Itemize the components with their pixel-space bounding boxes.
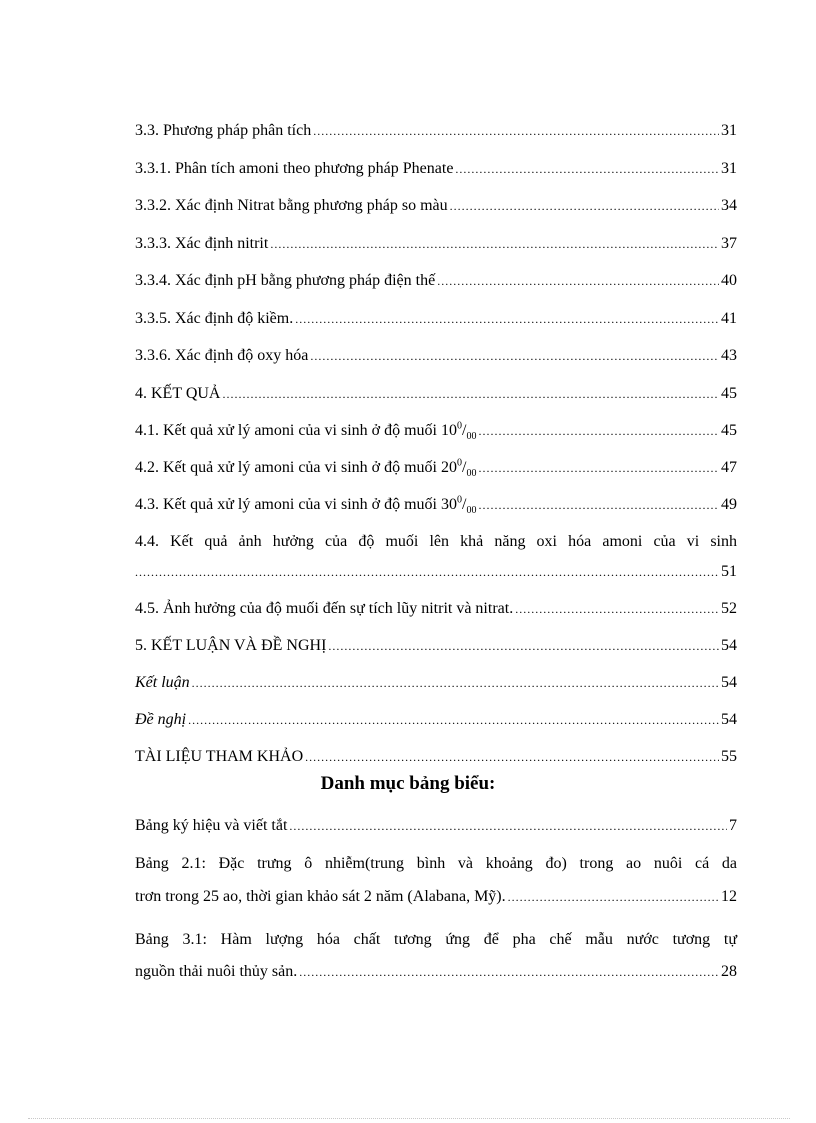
toc-entry[interactable] xyxy=(135,747,737,767)
toc-entry[interactable] xyxy=(135,562,737,582)
table-list-entry[interactable] xyxy=(135,816,737,836)
toc-leader-dots xyxy=(188,710,719,730)
toc-entry-title: 4.1. Kết quả xử lý amoni của vi sinh ở độ muối $10^0/_{00}$ xyxy=(135,420,477,443)
toc-leader-dots xyxy=(478,458,719,478)
toc-entry-title: 3.3.5. Xác định độ kiềm. xyxy=(135,310,294,327)
toc-page-number: 34 xyxy=(721,197,737,214)
toc-entry-title: 3.3.1. Phân tích amoni theo phương pháp Phenate xyxy=(135,160,454,177)
toc-entry-title: Đề nghị xyxy=(135,711,187,728)
toc-page-number: 31 xyxy=(721,160,737,177)
toc-page-number: 54 xyxy=(721,637,737,654)
table-entry-title-line[interactable]: Bảng 2.1: Đặc trưng ô nhiễm(trung bình và khoảng đo) trong ao nuôi cá da xyxy=(135,855,737,872)
toc-entry[interactable] xyxy=(135,121,737,141)
toc-page-number: 31 xyxy=(721,122,737,139)
toc-entry-title: 3.3.6. Xác định độ oxy hóa xyxy=(135,347,309,364)
toc-leader-dots xyxy=(478,421,719,441)
toc-entry[interactable] xyxy=(135,421,737,441)
toc-leader-dots xyxy=(289,816,727,836)
toc-leader-dots xyxy=(135,562,719,582)
toc-page-number: 55 xyxy=(721,748,737,765)
toc-page-number: 41 xyxy=(721,310,737,327)
list-of-tables-heading: Danh mục bảng biểu: xyxy=(320,773,496,794)
toc-entry-title: 4.2. Kết quả xử lý amoni của vi sinh ở độ muối $20^0/_{00}$ xyxy=(135,457,477,480)
toc-leader-dots xyxy=(299,962,719,982)
toc-entry-title: Kết luận xyxy=(135,674,190,691)
toc-leader-dots xyxy=(310,346,719,366)
toc-page-number: 43 xyxy=(721,347,737,364)
table-entry-title-line[interactable]: Bảng 3.1: Hàm lượng hóa chất tương ứng để pha chế mẫu nước tương tự xyxy=(135,931,737,948)
toc-leader-dots xyxy=(222,384,719,404)
toc-entry-title: 3.3.2. Xác định Nitrat bằng phương pháp so màu xyxy=(135,197,448,214)
toc-leader-dots xyxy=(450,196,719,216)
toc-leader-dots xyxy=(478,495,719,515)
toc-entry-title: 3.3.3. Xác định nitrit xyxy=(135,235,269,252)
toc-page-number: 12 xyxy=(721,888,737,905)
table-entry-title: Bảng ký hiệu và viết tắt xyxy=(135,817,288,834)
toc-entry-title: 3.3.4. Xác định pH bằng phương pháp điện thế xyxy=(135,272,436,289)
toc-entry[interactable] xyxy=(135,599,737,619)
toc-entry[interactable] xyxy=(135,159,737,179)
toc-page-number: 7 xyxy=(729,817,737,834)
toc-leader-dots xyxy=(508,887,719,907)
toc-entry[interactable] xyxy=(135,196,737,216)
toc-page-number: 52 xyxy=(721,600,737,617)
toc-entry[interactable] xyxy=(135,234,737,254)
toc-entry[interactable] xyxy=(135,346,737,366)
toc-entry-title: 3.3. Phương pháp phân tích xyxy=(135,122,312,139)
toc-leader-dots xyxy=(455,159,719,179)
toc-entry[interactable] xyxy=(135,673,737,693)
toc-entry[interactable] xyxy=(135,458,737,478)
toc-entry[interactable] xyxy=(135,636,737,656)
toc-page-number: 45 xyxy=(721,385,737,402)
toc-page-number: 47 xyxy=(721,459,737,476)
toc-entry-title: 5. KẾT LUẬN VÀ ĐỀ NGHỊ xyxy=(135,637,327,654)
table-entry-title: nguồn thải nuôi thủy sản. xyxy=(135,963,298,980)
toc-leader-dots xyxy=(270,234,719,254)
toc-page-number: 49 xyxy=(721,496,737,513)
table-list-entry[interactable] xyxy=(135,887,737,907)
toc-page-number: 54 xyxy=(721,711,737,728)
toc-entry[interactable] xyxy=(135,271,737,291)
toc-page-number: 28 xyxy=(721,963,737,980)
toc-page-number: 51 xyxy=(721,563,737,580)
toc-entry-title: TÀI LIỆU THAM KHẢO xyxy=(135,748,304,765)
toc-page-number: 37 xyxy=(721,235,737,252)
table-list-entry[interactable] xyxy=(135,962,737,982)
toc-page-number: 45 xyxy=(721,422,737,439)
toc-entry-title-line[interactable]: 4.4. Kết quả ảnh hưởng của độ muối lên khả năng oxi hóa amoni của vi sinh xyxy=(135,533,737,550)
toc-leader-dots xyxy=(295,309,719,329)
toc-entry-title: 4.3. Kết quả xử lý amoni của vi sinh ở độ muối $30^0/_{00}$ xyxy=(135,494,477,517)
toc-leader-dots xyxy=(313,121,719,141)
toc-entry[interactable] xyxy=(135,309,737,329)
page-bottom-rule xyxy=(28,1118,790,1120)
toc-leader-dots xyxy=(437,271,719,291)
toc-entry-title: 4. KẾT QUẢ xyxy=(135,385,221,402)
toc-page-number: 54 xyxy=(721,674,737,691)
toc-entry-title: 4.5. Ảnh hưởng của độ muối đến sự tích lũy nitrit và nitrat. xyxy=(135,600,514,617)
toc-leader-dots xyxy=(515,599,719,619)
toc-entry[interactable] xyxy=(135,710,737,730)
toc-leader-dots xyxy=(192,673,719,693)
table-entry-title: trơn trong 25 ao, thời gian khảo sát 2 năm (Alabana, Mỹ). xyxy=(135,888,506,905)
toc-leader-dots xyxy=(305,747,719,767)
toc-entry[interactable] xyxy=(135,495,737,515)
toc-entry[interactable] xyxy=(135,384,737,404)
toc-leader-dots xyxy=(328,636,719,656)
toc-page-number: 40 xyxy=(721,272,737,289)
